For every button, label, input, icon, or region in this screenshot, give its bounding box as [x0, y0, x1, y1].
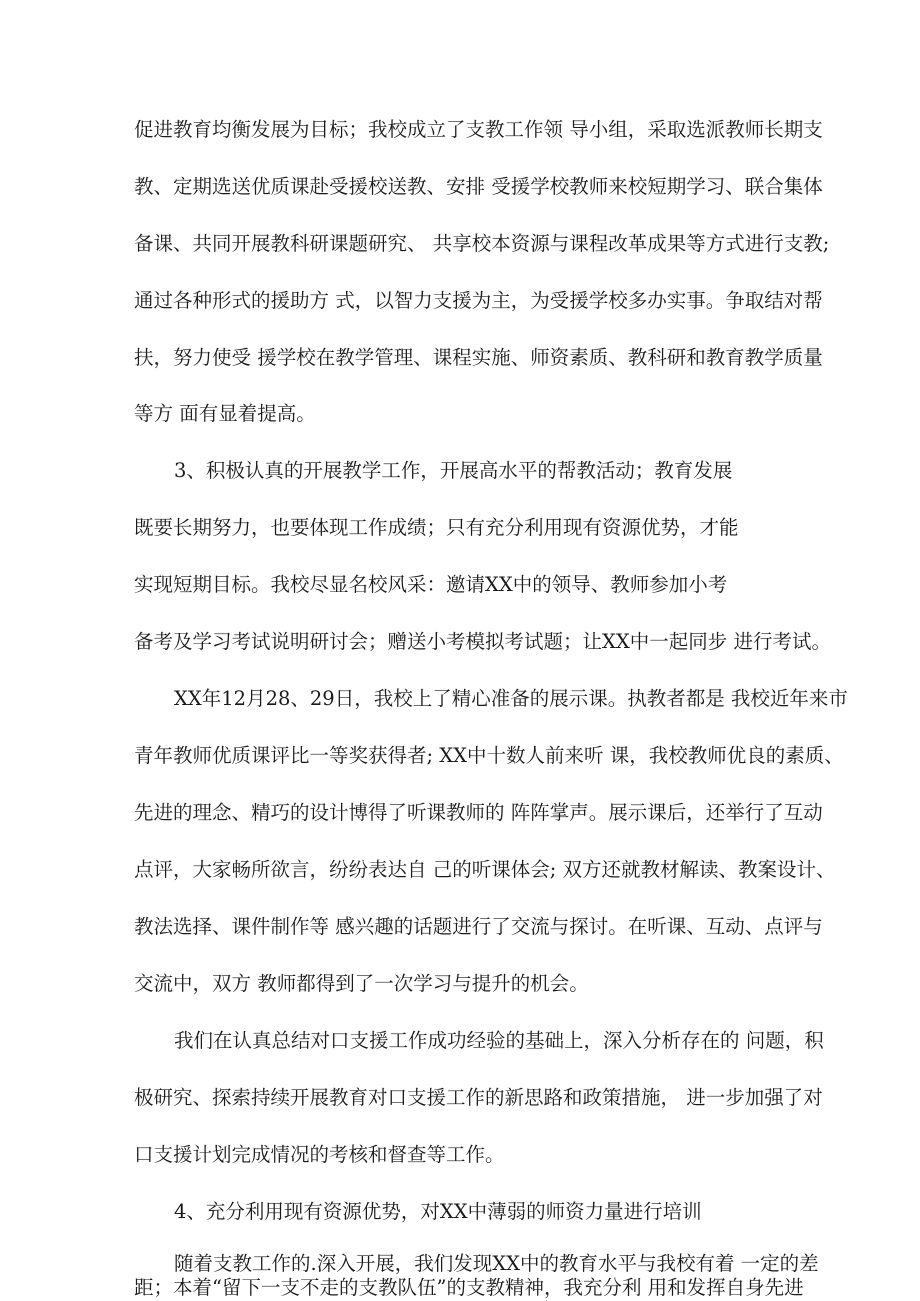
paragraph-start: 我们在认真总结对口支援工作成功经验的基础上，深入分析存在的 问题，积 — [174, 1029, 824, 1052]
text-line: 备考及学习考试说明研讨会；赠送小考模拟考试题；让XX中一起同步 进行考试。 — [134, 630, 831, 653]
text-line: 先进的理念、精巧的设计博得了听课教师的 阵阵掌声。展示课后，还举行了互动 — [134, 801, 823, 824]
text-line: 促进教育均衡发展为目标；我校成立了支教工作领 导小组，采取选派教师长期支 — [134, 118, 823, 141]
section-heading-3: 3、积极认真的开展教学工作，开展高水平的帮教活动；教育发展 — [174, 459, 733, 482]
text-line: 距；本着“留下一支不走的支教队伍”的支教精神，我充分利 用和发挥自身先进 — [134, 1276, 804, 1299]
text-line: 教法选择、课件制作等 感兴趣的话题进行了交流与探讨。在听课、互动、点评与 — [134, 915, 823, 938]
text-line: 交流中，双方 教师都得到了一次学习与提升的机会。 — [134, 972, 589, 995]
text-line: 点评，大家畅所欲言，纷纷表达自 己的听课体会; 双方还就教材解读、教案设计、 — [134, 858, 836, 881]
text-line: 极研究、探索持续开展教育对口支援工作的新思路和政策措施， 进一步加强了对 — [134, 1086, 823, 1109]
text-line: 教、定期选送优质课赴受援校送教、安排 受援学校教师来校短期学习、联合集体 — [134, 175, 823, 198]
text-line: 青年教师优质课评比一等奖获得者; XX中十数人前来听 课，我校教师优良的素质、 — [134, 744, 844, 767]
text-line: 实现短期目标。我校尽显名校风采：邀请XX中的领导、教师参加小考 — [134, 573, 728, 596]
section-heading-4: 4、充分利用现有资源优势，对XX中薄弱的师资力量进行培训 — [174, 1200, 702, 1223]
text-line: 备课、共同开展教科研课题研究、 共享校本资源与课程改革成果等方式进行支教; — [134, 232, 830, 255]
text-line: 扶，努力使受 援学校在教学管理、课程实施、师资素质、教科研和教育教学质量 — [134, 346, 823, 369]
paragraph-start: 随着支教工作的.深入开展，我们发现XX中的教育水平与我校有着 一定的差 — [174, 1252, 819, 1275]
text-line: 口支援计划完成情况的考核和督查等工作。 — [134, 1143, 505, 1166]
text-line: 等方 面有显着提高。 — [134, 402, 316, 425]
text-line: 通过各种形式的援助方 式，以智力支援为主，为受援学校多办实事。争取结对帮 — [134, 289, 823, 312]
paragraph-start: XX年12月28、29日，我校上了精心准备的展示课。执教者都是 我校近年来市 — [174, 687, 848, 710]
text-line: 既要长期努力，也要体现工作成绩；只有充分利用现有资源优势，才能 — [134, 516, 739, 539]
